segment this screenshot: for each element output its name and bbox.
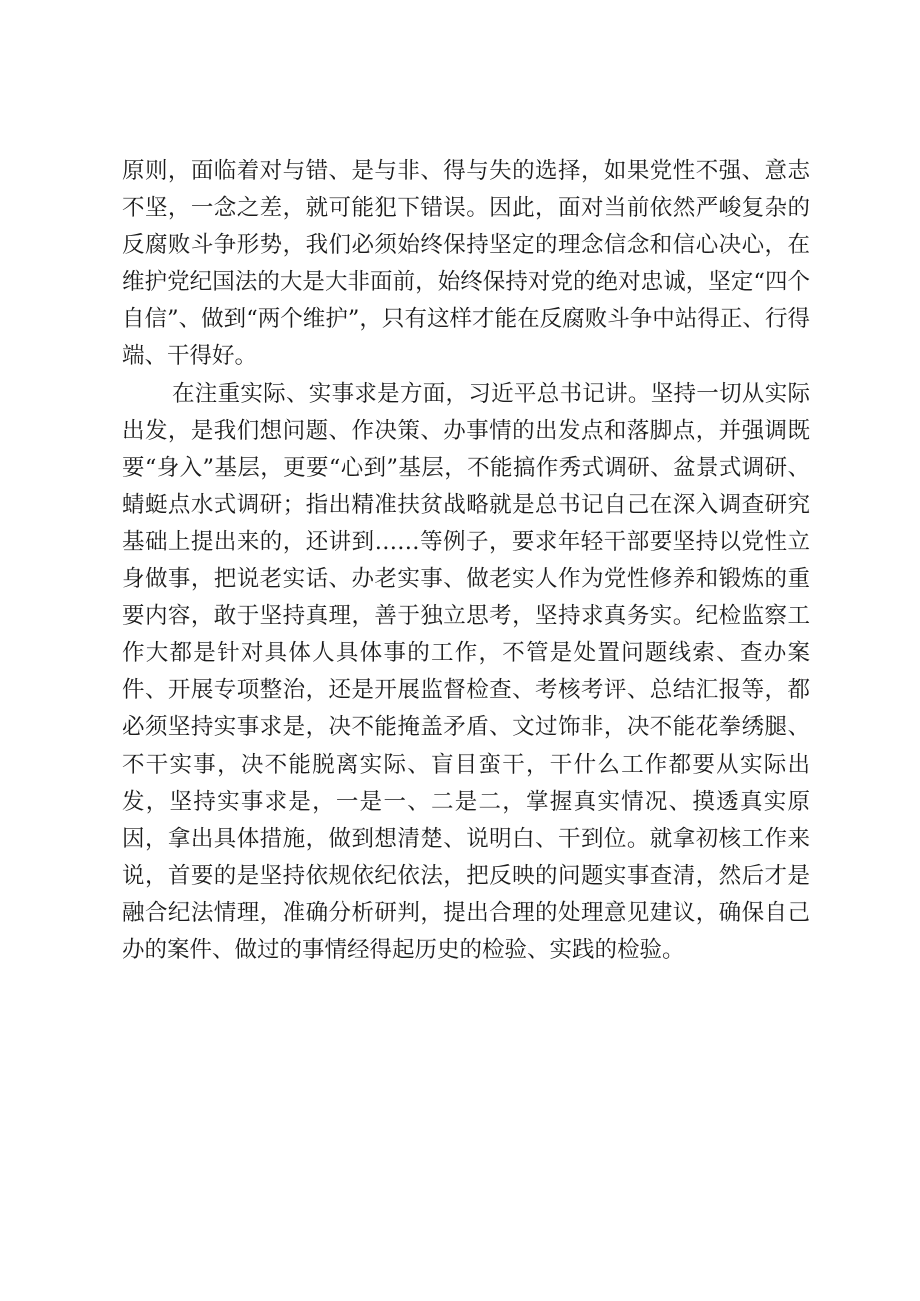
paragraph-practical-truth: 在注重实际、实事求是方面，习近平总书记讲。坚持一切从实际出发，是我们想问题、作决策、办事情的出发点和落脚点，并强调既要“身入”基层，更要“心到”基层，不能搞作秀式调研、盆景式调研、蜻蜓点水式调研；指出精准扶贫战略就是总书记自己在深入调查研究基础上提出来的，还讲到……等例子，要求年轻干部要坚持以党性立身做事，把说老实话、办老实事、做老实人作为党性修养和锻炼的重要内容，敢于坚持真理，善于独立思考，坚持求真务实。纪检监察工作大都是针对具体人具体事的工作，不管是处置问题线索、查办案件、开展专项整治，还是开展监督检查、考核考评、总结汇报等，都必须坚持实事求是，决不能掩盖矛盾、文过饰非，决不能花拳绣腿、不干实事，决不能脱离实际、盲目蛮干，干什么工作都要从实际出发，坚持实事求是，一是一、二是二，掌握真实情况、摸透真实原因，拿出具体措施，做到想清楚、说明白、干到位。就拿初核工作来说，首要的是坚持依规依纪依法，把反映的问题实事查清，然后才是融合纪法情理，准确分析研判，提出合理的处理意见建议，确保自己办的案件、做过的事情经得起历史的检验、实践的检验。 [122,380,810,963]
paragraph-continuation: 原则，面临着对与错、是与非、得与失的选择，如果党性不强、意志不坚，一念之差，就可能犯下错误。因此，面对当前依然严峻复杂的反腐败斗争形势，我们必须始终保持坚定的理念信念和信心决心，在维护党纪国法的大是大非面前，始终保持对党的绝对忠诚，坚定“四个自信”、做到“两个维护”，只有这样才能在反腐败斗争中站得正、行得端、干得好。 [122,158,810,370]
document-body [122,153,810,969]
